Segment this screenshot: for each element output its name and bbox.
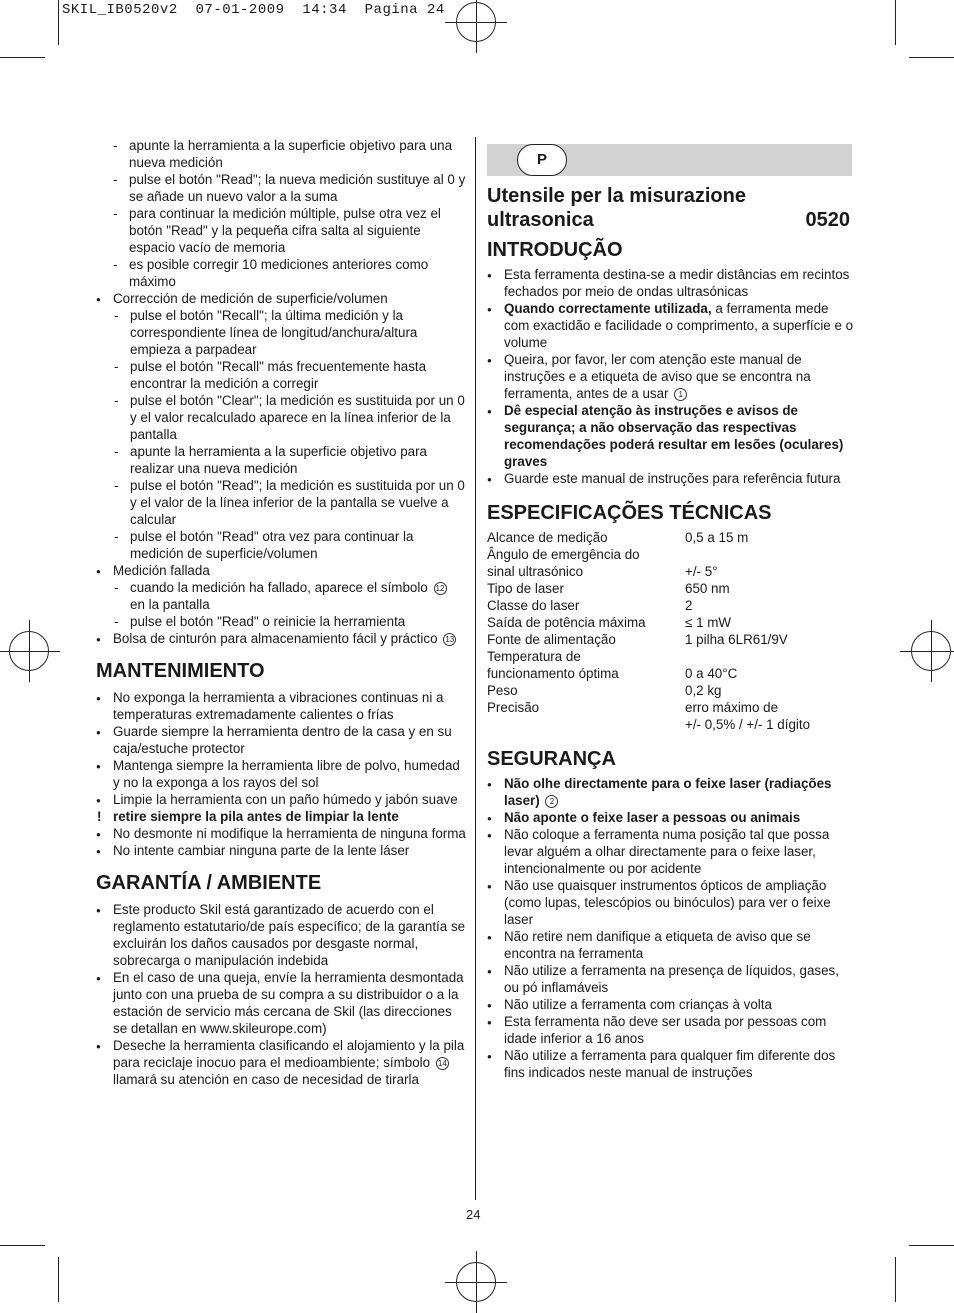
safety-heading: SEGURANÇA [487, 748, 616, 770]
list-item: - pulse el botón "Read" o reinicie la herramienta [113, 613, 466, 630]
language-badge: P [517, 144, 567, 176]
spec-label: Alcance de medição [487, 530, 608, 545]
language-bar [487, 144, 852, 176]
list-item: ● Guarde este manual de instruções para referência futura [487, 470, 857, 487]
list-text: cuando la medición ha fallado, aparece el símbolo [130, 580, 428, 595]
list-item: ● Este producto Skil está garantizado de acuerdo con el reglamento estatutario/de país específico; de la garantía se excluirán los daños causados por desgaste normal, sobrecarga o manipulación indebida [96, 901, 466, 969]
spec-label: funcionamento óptima [487, 666, 619, 681]
list-item [487, 402, 857, 470]
list-text: Deseche la herramienta clasificando el alojamiento y la pila para reciclaje inocuo para el medioambiente; símbolo [113, 1038, 465, 1070]
list-item: - pulse el botón "Read"; la nueva medición sustituye al 0 y se añade un nuevo valor a la suma [96, 171, 466, 205]
list-item: ● Não use quaisquer instrumentos ópticos de ampliação (como lupas, telescópios ou binóculos) para ver o feixe laser [487, 877, 857, 928]
correction-title: Corrección de medición de superficie/volumen [113, 291, 388, 306]
page-number: 24 [466, 1207, 481, 1222]
list-item: - pulse el botón "Read" otra vez para continuar la medición de superficie/volumen [113, 528, 466, 562]
list-item [487, 775, 857, 809]
measurement-steps [96, 137, 466, 290]
list-item: - apunte la herramienta a la superficie objetivo para realizar una nueva medición [113, 443, 466, 477]
list-text: Queira, por favor, ler com atenção este manual de instruções e a etiqueta de aviso que se encontra na ferramenta, antes de a usar [504, 352, 811, 401]
spec-label: Temperatura de [487, 649, 581, 664]
spec-value: +/- 0,5% / +/- 1 dígito [685, 717, 811, 732]
spec-value: 0,5 a 15 m [685, 530, 749, 545]
warranty-heading: GARANTÍA / AMBIENTE [96, 872, 322, 894]
crop-mark [58, 1257, 59, 1302]
symbol-number-icon: 1 [674, 388, 687, 401]
spec-label: sinal ultrasónico [487, 564, 584, 579]
spec-value [685, 648, 855, 665]
registration-mark-icon [456, 2, 496, 42]
spec-label: Precisão [487, 700, 540, 715]
symbol-number-icon: 2 [545, 795, 558, 808]
crop-mark [909, 57, 954, 58]
warranty-list [96, 901, 466, 1088]
maintenance-list-2 [96, 825, 466, 859]
spec-value: erro máximo de [685, 700, 779, 715]
registration-mark-icon [911, 631, 951, 671]
list-item: ● Não utilize a ferramenta com crianças à volta [487, 996, 857, 1013]
spec-label [487, 716, 685, 733]
list-item [113, 579, 466, 613]
crop-mark [0, 57, 45, 58]
crop-mark [895, 0, 896, 45]
intro-list [487, 266, 857, 487]
feature-list [96, 290, 466, 647]
symbol-number-icon: 14 [436, 1057, 449, 1070]
list-item: ● Não utilize a ferramenta na presença de líquidos, gases, ou pó inflamáveis [487, 962, 857, 996]
bold-text: Quando correctamente utilizada, [504, 301, 712, 316]
list-item [487, 351, 857, 402]
bold-text: Dê especial atenção às instruções e avisos de segurança; a não observação das respectivas recomendações poderá resultar em lesões (oculares) graves [504, 403, 844, 469]
list-text: a ferramenta mede com exactidão e facilidade o comprimento, a superfície e o volume [504, 301, 854, 350]
symbol-number-icon: 13 [443, 633, 456, 646]
list-item: - pulse el botón "Recall"; la última medición y la correspondiente línea de longitud/anchura/altura empieza a parpadear [113, 307, 466, 358]
spec-value: ≤ 1 mW [685, 615, 732, 630]
list-text: en la pantalla [130, 597, 210, 612]
list-item [96, 562, 466, 630]
list-item: - apunte la herramienta a la superficie objetivo para una nueva medición [96, 137, 466, 171]
list-item: - pulse el botón "Clear"; la medición es sustituida por un 0 y el valor recalculado aparece en la línea inferior de la pantalla [113, 392, 466, 443]
spec-label: Saída de potência máxima [487, 615, 646, 630]
spec-label: Peso [487, 683, 518, 698]
specs-heading: ESPECIFICAÇÕES TÉCNICAS [487, 502, 772, 524]
list-item: ● No desmonte ni modifique la herramienta de ninguna forma [96, 825, 466, 842]
list-item: ● Esta ferramenta destina-se a medir distâncias em recintos fechados por meio de ondas ultrasónicas [487, 266, 857, 300]
list-item: ● No exponga la herramienta a vibraciones continuas ni a temperaturas extremadamente calientes o frías [96, 689, 466, 723]
maintenance-heading: MANTENIMIENTO [96, 660, 265, 682]
left-column [96, 137, 466, 1088]
specs-table [487, 529, 857, 733]
warning-text: ! retire siempre la pila antes de limpiar la lente [96, 808, 466, 825]
title-line: Utensile per la misurazione [487, 185, 746, 207]
spec-label: Ângulo de emergência do [487, 547, 640, 562]
list-item: - pulse el botón "Recall" más frecuentemente hasta encontrar la medición a corregir [113, 358, 466, 392]
list-item [487, 809, 857, 826]
list-item: ● No intente cambiar ninguna parte de la lente láser [96, 842, 466, 859]
list-item: ● Limpie la herramienta con un paño húmedo y jabón suave [96, 791, 466, 808]
right-column [487, 144, 857, 1081]
list-item: ● Esta ferramenta não deve ser usada por pessoas com idade inferior a 16 anos [487, 1013, 857, 1047]
spec-value: 0,2 kg [685, 683, 722, 698]
list-item: - es posible corregir 10 mediciones anteriores como máximo [96, 256, 466, 290]
safety-list [487, 775, 857, 1081]
list-item [96, 1037, 466, 1088]
list-item: - pulse el botón "Read"; la medición es sustituida por un 0 y el valor de la línea inferior de la pantalla se vuelve a calcular [113, 477, 466, 528]
list-item: ● Não utilize a ferramenta para qualquer fim diferente dos fins indicados neste manual de instruções [487, 1047, 857, 1081]
model-number: 0520 [805, 209, 850, 231]
print-header: SKIL_IB0520v2 07-01-2009 14:34 Pagina 24 [62, 2, 445, 18]
crop-mark [58, 0, 59, 45]
list-item: ● Mantenga siempre la herramienta libre de polvo, humedad y no la exponga a los rayos del sol [96, 757, 466, 791]
registration-mark-icon [9, 631, 49, 671]
list-text: Bolsa de cinturón para almacenamiento fácil y práctico [113, 631, 438, 646]
spec-label: Classe do laser [487, 598, 580, 613]
list-item [96, 290, 466, 562]
spec-label: Tipo de laser [487, 581, 564, 596]
column-divider [475, 137, 476, 1200]
spec-value: 650 nm [685, 581, 730, 596]
list-item: ● Não coloque a ferramenta numa posição tal que possa levar alguém a olhar directamente para o feixe laser, intencionalmente ou por acidente [487, 826, 857, 877]
title-line: ultrasonica [487, 209, 594, 231]
list-text: llamará su atención en caso de necesidad de tirarla [113, 1072, 419, 1087]
crop-mark [909, 1245, 954, 1246]
intro-heading: INTRODUÇÃO [487, 239, 623, 261]
product-title [487, 184, 857, 232]
list-item: ● Não retire nem danifique a etiqueta de aviso que se encontra na ferramenta [487, 928, 857, 962]
list-item: ● Guarde siempre la herramienta dentro de la casa y en su caja/estuche protector [96, 723, 466, 757]
bold-text: Não olhe directamente para o feixe laser (radiações laser) [504, 776, 832, 808]
crop-mark [895, 1257, 896, 1302]
spec-value: +/- 5° [685, 564, 718, 579]
list-item [487, 300, 857, 351]
crop-mark [0, 1245, 45, 1246]
list-item [96, 630, 466, 647]
list-item: - para continuar la medición múltiple, pulse otra vez el botón "Read" y la pequeña cifra salta al siguiente espacio vacío de memoria [96, 205, 466, 256]
spec-value: 2 [685, 598, 693, 613]
spec-value: 1 pilha 6LR61/9V [685, 632, 788, 647]
registration-mark-icon [456, 1262, 496, 1302]
spec-value: 0 a 40°C [685, 666, 738, 681]
maintenance-list [96, 689, 466, 808]
list-item: ● En el caso de una queja, envíe la herramienta desmontada junto con una prueba de su compra a su distribuidor o a la estación de servicio más cercana de Skil (las direcciones se detallan en www.skileurope.com) [96, 969, 466, 1037]
spec-value [685, 546, 855, 563]
spec-label: Fonte de alimentação [487, 632, 616, 647]
symbol-number-icon: 12 [434, 582, 447, 595]
bold-text: Não aponte o feixe laser a pessoas ou animais [504, 810, 801, 825]
failed-title: Medición fallada [113, 563, 210, 578]
